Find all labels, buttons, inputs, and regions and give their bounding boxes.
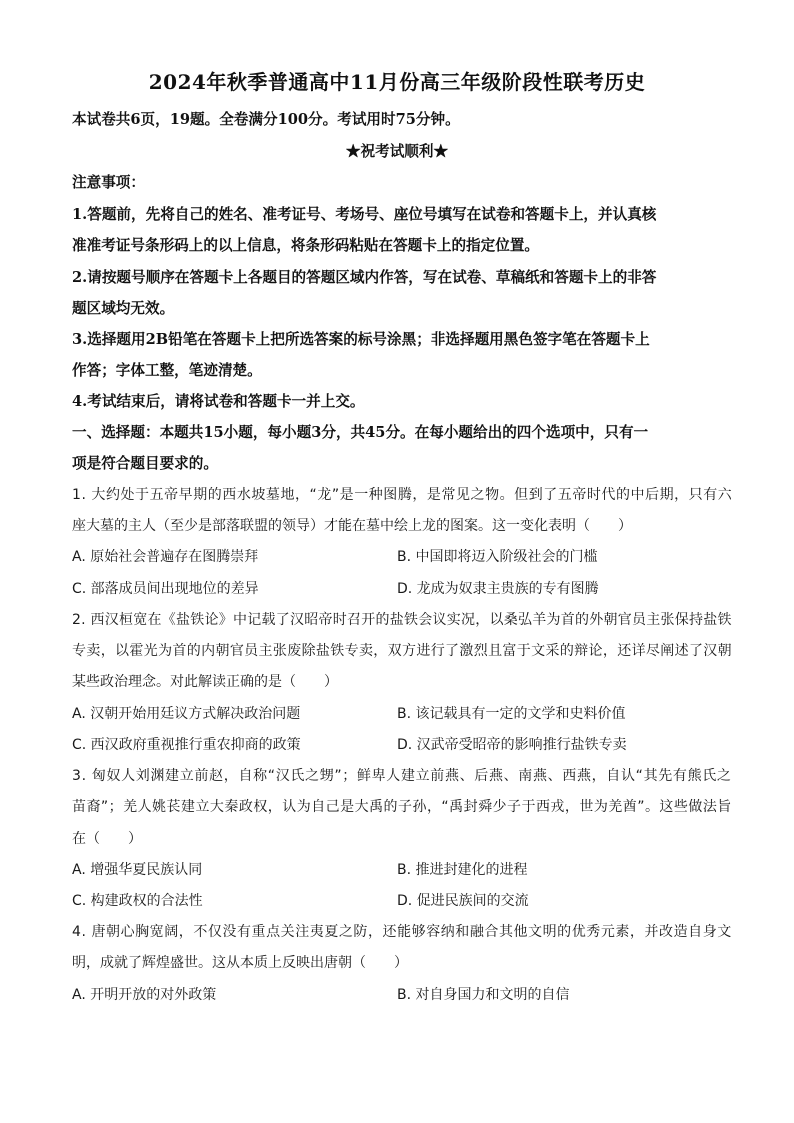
question-3-option-a: A. 增强华夏民族认同 xyxy=(72,862,203,878)
notes-line: 2.请按题号顺序在答题卡上各题目的答题区域内作答，写在试卷、草稿纸和答题卡上的非答 xyxy=(72,269,657,286)
question-4-text: 明，成就了辉煌盛世。这从本质上反映出唐朝（ ） xyxy=(72,955,408,971)
notes-line: 作答；字体工整，笔迹清楚。 xyxy=(72,362,262,379)
notes-line: 题区域均无效。 xyxy=(72,300,175,317)
question-2-option-c: C. 西汉政府重视推行重农抑商的政策 xyxy=(72,737,301,753)
section-heading: 项是符合题目要求的。 xyxy=(72,455,218,472)
section-heading: 一、选择题：本题共15小题，每小题3分，共45分。在每小题给出的四个选项中，只有一 xyxy=(72,424,649,441)
question-2-text: 2. 西汉桓宽在《盐铁论》中记载了汉昭帝时召开的盐铁会议实况，以桑弘羊为首的外朝官员主张保持盐铁 xyxy=(72,612,732,628)
question-4-option-a: A. 开明开放的对外政策 xyxy=(72,987,217,1003)
question-3-text: 在（ ） xyxy=(72,831,142,847)
question-2-option-d: D. 汉武帝受昭帝的影响推行盐铁专卖 xyxy=(397,737,627,753)
notes-line: 准准考证号条形码上的以上信息，将条形码粘贴在答题卡上的指定位置。 xyxy=(72,237,540,254)
question-3-text: 苗裔”；羌人姚苌建立大秦政权，认为自己是大禹的子孙，“禹封舜少子于西戎，世为羌酋”。这些做法旨 xyxy=(72,799,732,815)
question-1-option-a: A. 原始社会普遍存在图腾崇拜 xyxy=(72,549,259,565)
question-1-text: 座大墓的主人（至少是部落联盟的领导）才能在墓中绘上龙的图案。这一变化表明（ ） xyxy=(72,518,632,534)
good-luck-banner: ★祝考试顺利★ xyxy=(345,143,449,160)
notes-line: 1.答题前，先将自己的姓名、准考证号、考场号、座位号填写在试卷和答题卡上，并认真核 xyxy=(72,206,657,223)
exam-title: 2024年秋季普通高中11月份高三年级阶段性联考历史 xyxy=(148,70,646,94)
question-1-text: 1. 大约处于五帝早期的西水坡墓地，“龙”是一种图腾，是常见之物。但到了五帝时代的中后期，只有六 xyxy=(72,487,733,503)
notes-line: 3.选择题用2B铅笔在答题卡上把所选答案的标号涂黑；非选择题用黑色签字笔在答题卡上 xyxy=(72,331,650,348)
question-4-option-b: B. 对自身国力和文明的自信 xyxy=(397,987,570,1003)
exam-intro: 本试卷共6页，19题。全卷满分100分。考试用时75分钟。 xyxy=(72,111,460,128)
notes-line: 4.考试结束后，请将试卷和答题卡一并上交。 xyxy=(72,393,365,410)
question-1-option-d: D. 龙成为奴隶主贵族的专有图腾 xyxy=(397,581,599,597)
question-1-option-c: C. 部落成员间出现地位的差异 xyxy=(72,581,259,597)
notes-heading: 注意事项： xyxy=(72,174,145,191)
question-3-option-d: D. 促进民族间的交流 xyxy=(397,893,529,909)
question-3-option-b: B. 推进封建化的进程 xyxy=(397,862,528,878)
question-1-option-b: B. 中国即将迈入阶级社会的门槛 xyxy=(397,549,598,565)
question-2-text: 某些政治理念。对此解读正确的是（ ） xyxy=(72,674,338,690)
question-2-option-a: A. 汉朝开始用廷议方式解决政治问题 xyxy=(72,706,301,722)
question-2-option-b: B. 该记载具有一定的文学和史料价值 xyxy=(397,706,626,722)
question-4-text: 4. 唐朝心胸宽阔，不仅没有重点关注夷夏之防，还能够容纳和融合其他文明的优秀元素，并改造自身文 xyxy=(72,924,732,940)
question-3-text: 3. 匈奴人刘渊建立前赵，自称“汉氏之甥”；鲜卑人建立前燕、后燕、南燕、西燕，自认“其先有熊氏之 xyxy=(72,768,732,784)
question-3-option-c: C. 构建政权的合法性 xyxy=(72,893,203,909)
question-2-text: 专卖，以霍光为首的内朝官员主张废除盐铁专卖，双方进行了激烈且富于文采的辩论，还详尽阐述了汉朝 xyxy=(72,643,732,659)
